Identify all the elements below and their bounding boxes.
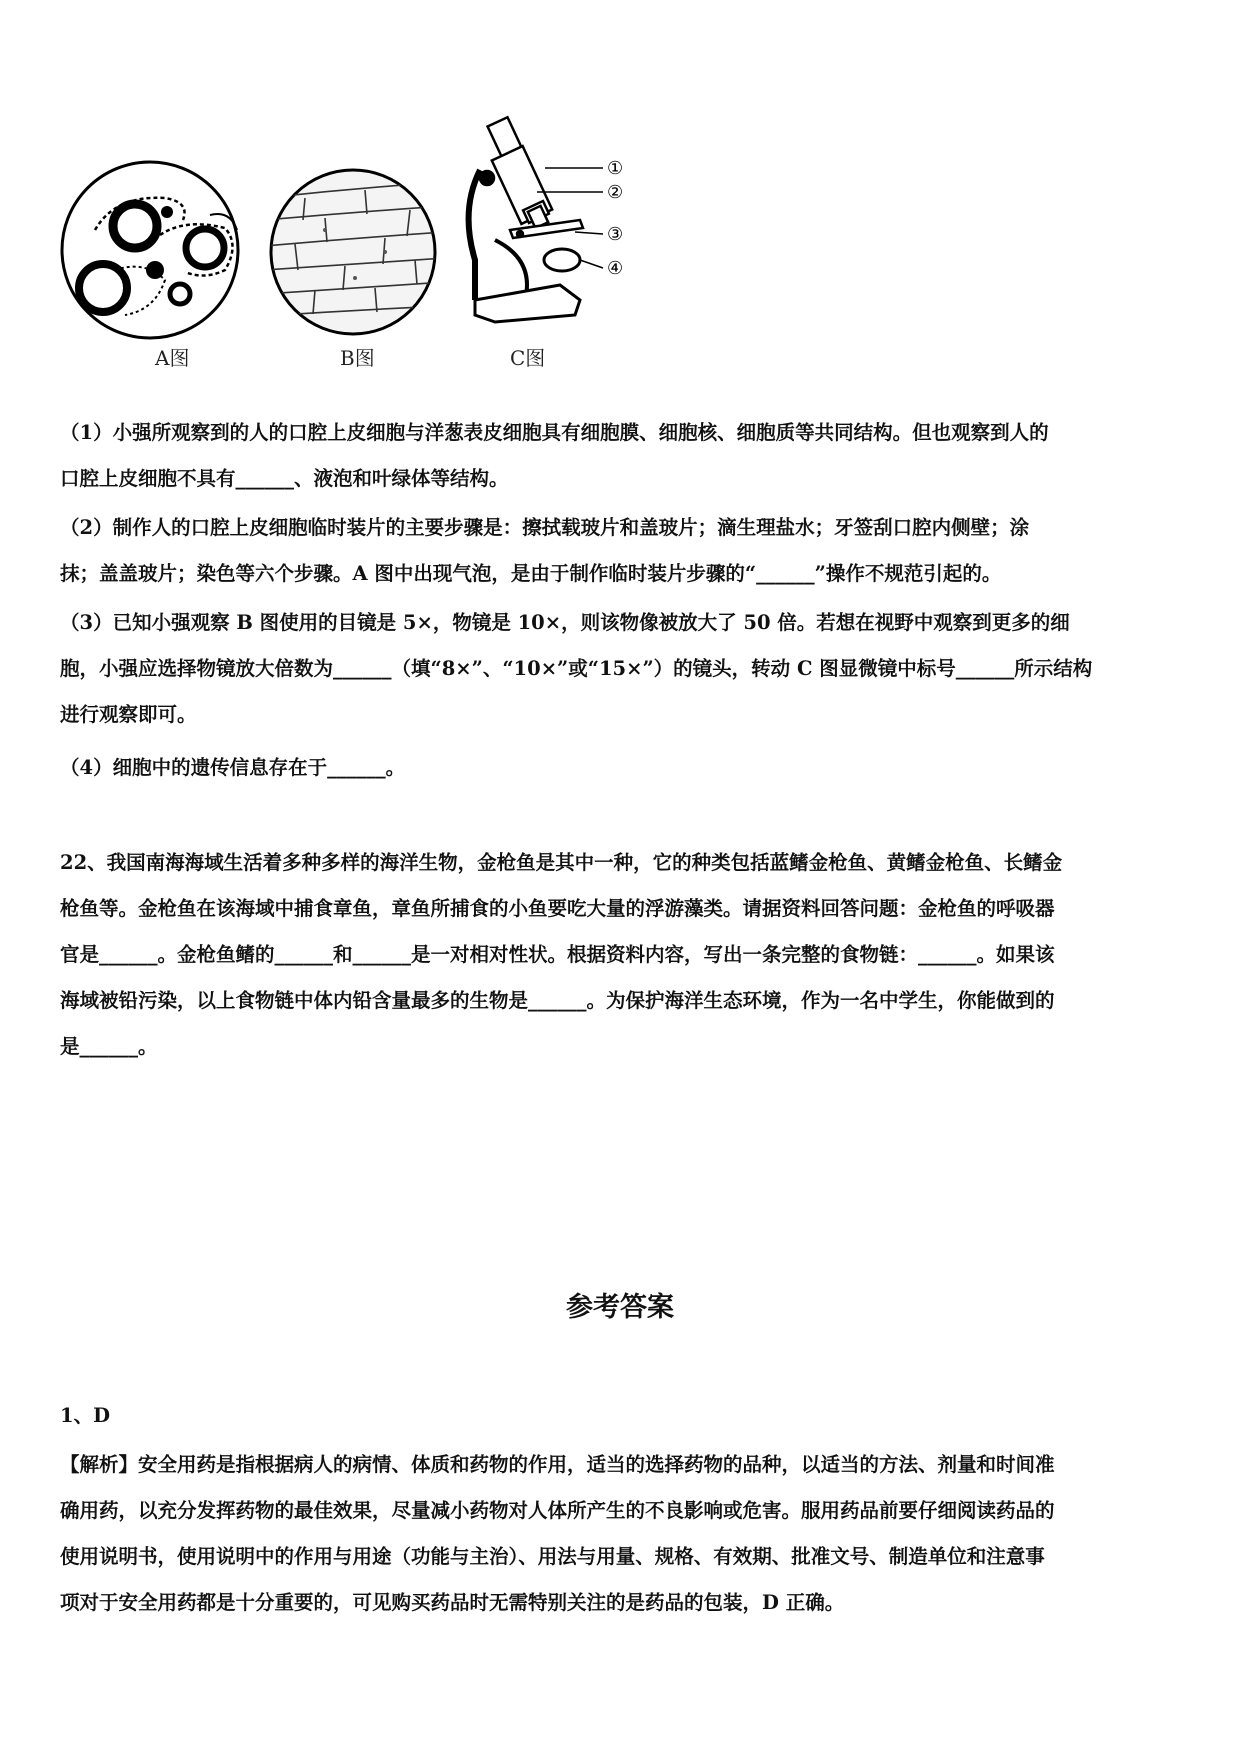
text-line: 使用说明书，使用说明中的作用与用途（功能与主治）、用法与用量、规格、有效期、批准文号、制造单位和注意事 xyxy=(60,1545,1045,1568)
answer-section-title: 参考答案 xyxy=(566,1292,674,1323)
q21-part4 xyxy=(60,745,1182,791)
text-line: 【解析】安全用药是指根据病人的病情、体质和药物的作用，适当的选择药物的品种，以适当的方法、剂量和时间准 xyxy=(60,1453,1055,1476)
figure-group xyxy=(55,110,755,410)
answer-1-number: 1、D xyxy=(60,1404,110,1427)
microscope-marker-labels xyxy=(607,158,623,279)
q21-part2 xyxy=(60,505,1182,597)
text-line: 22、我国南海海域生活着多种多样的海洋生物，金枪鱼是其中一种，它的种类包括蓝鳍金枪鱼、黄鳍金枪鱼、长鳍金 xyxy=(60,851,1063,874)
text-line: （1）小强所观察到的人的口腔上皮细胞与洋葱表皮细胞具有细胞膜、细胞核、细胞质等共同结构。但也观察到人的 xyxy=(60,421,1049,444)
figure-c-label: C图 xyxy=(510,346,546,370)
text-line: 胞，小强应选择物镜放大倍数为______（填“8×”、“10×”或“15×”）的镜头，转动 C 图显微镜中标号______所示结构 xyxy=(60,657,1093,680)
text-line: 抹；盖盖玻片；染色等六个步骤。A 图中出现气泡，是由于制作临时装片步骤的“______”操作不规范引起的。 xyxy=(60,562,1002,585)
answer-1-explanation xyxy=(60,1442,1182,1626)
text-line: 确用药，以充分发挥药物的最佳效果，尽量减小药物对人体所产生的不良影响或危害。服用药品前要仔细阅读药品的 xyxy=(60,1499,1055,1522)
text-line: 是______。 xyxy=(60,1035,158,1058)
figure-a-cheek-cells xyxy=(62,162,238,338)
text-line: 进行观察即可。 xyxy=(60,703,197,726)
marker-2: ② xyxy=(607,182,624,203)
figure-b-onion-cells xyxy=(265,170,445,334)
q21-part1 xyxy=(60,410,1182,502)
q21-part3 xyxy=(60,600,1182,738)
marker-1: ① xyxy=(607,158,624,179)
question-22 xyxy=(60,840,1182,1070)
text-line: 海域被铅污染，以上食物链中体内铅含量最多的生物是______。为保护海洋生态环境，作为一名中学生，你能做到的 xyxy=(60,989,1055,1012)
marker-4: ④ xyxy=(607,258,624,279)
marker-3: ③ xyxy=(607,224,624,245)
figure-c-microscope xyxy=(469,117,603,322)
text-line: 项对于安全用药都是十分重要的，可见购买药品时无需特别关注的是药品的包装，D 正确。 xyxy=(60,1591,845,1614)
figure-a-label: A图 xyxy=(155,346,190,370)
text-line: （2）制作人的口腔上皮细胞临时装片的主要步骤是：擦拭载玻片和盖玻片；滴生理盐水；牙签刮口腔内侧壁；涂 xyxy=(60,516,1030,539)
text-line: 口腔上皮细胞不具有______、液泡和叶绿体等结构。 xyxy=(60,467,509,490)
text-line: （4）细胞中的遗传信息存在于______。 xyxy=(60,756,406,779)
text-line: 枪鱼等。金枪鱼在该海域中捕食章鱼，章鱼所捕食的小鱼要吃大量的浮游藻类。请据资料回答问题：金枪鱼的呼吸器 xyxy=(60,897,1055,920)
text-line: 官是______。金枪鱼鳍的______和______是一对相对性状。根据资料内容，写出一条完整的食物链：______。如果该 xyxy=(60,943,1055,966)
figure-b-label: B图 xyxy=(340,346,375,370)
text-line: （3）已知小强观察 B 图使用的目镜是 5×，物镜是 10×，则该物像被放大了 50 倍。若想在视野中观察到更多的细 xyxy=(60,611,1070,634)
